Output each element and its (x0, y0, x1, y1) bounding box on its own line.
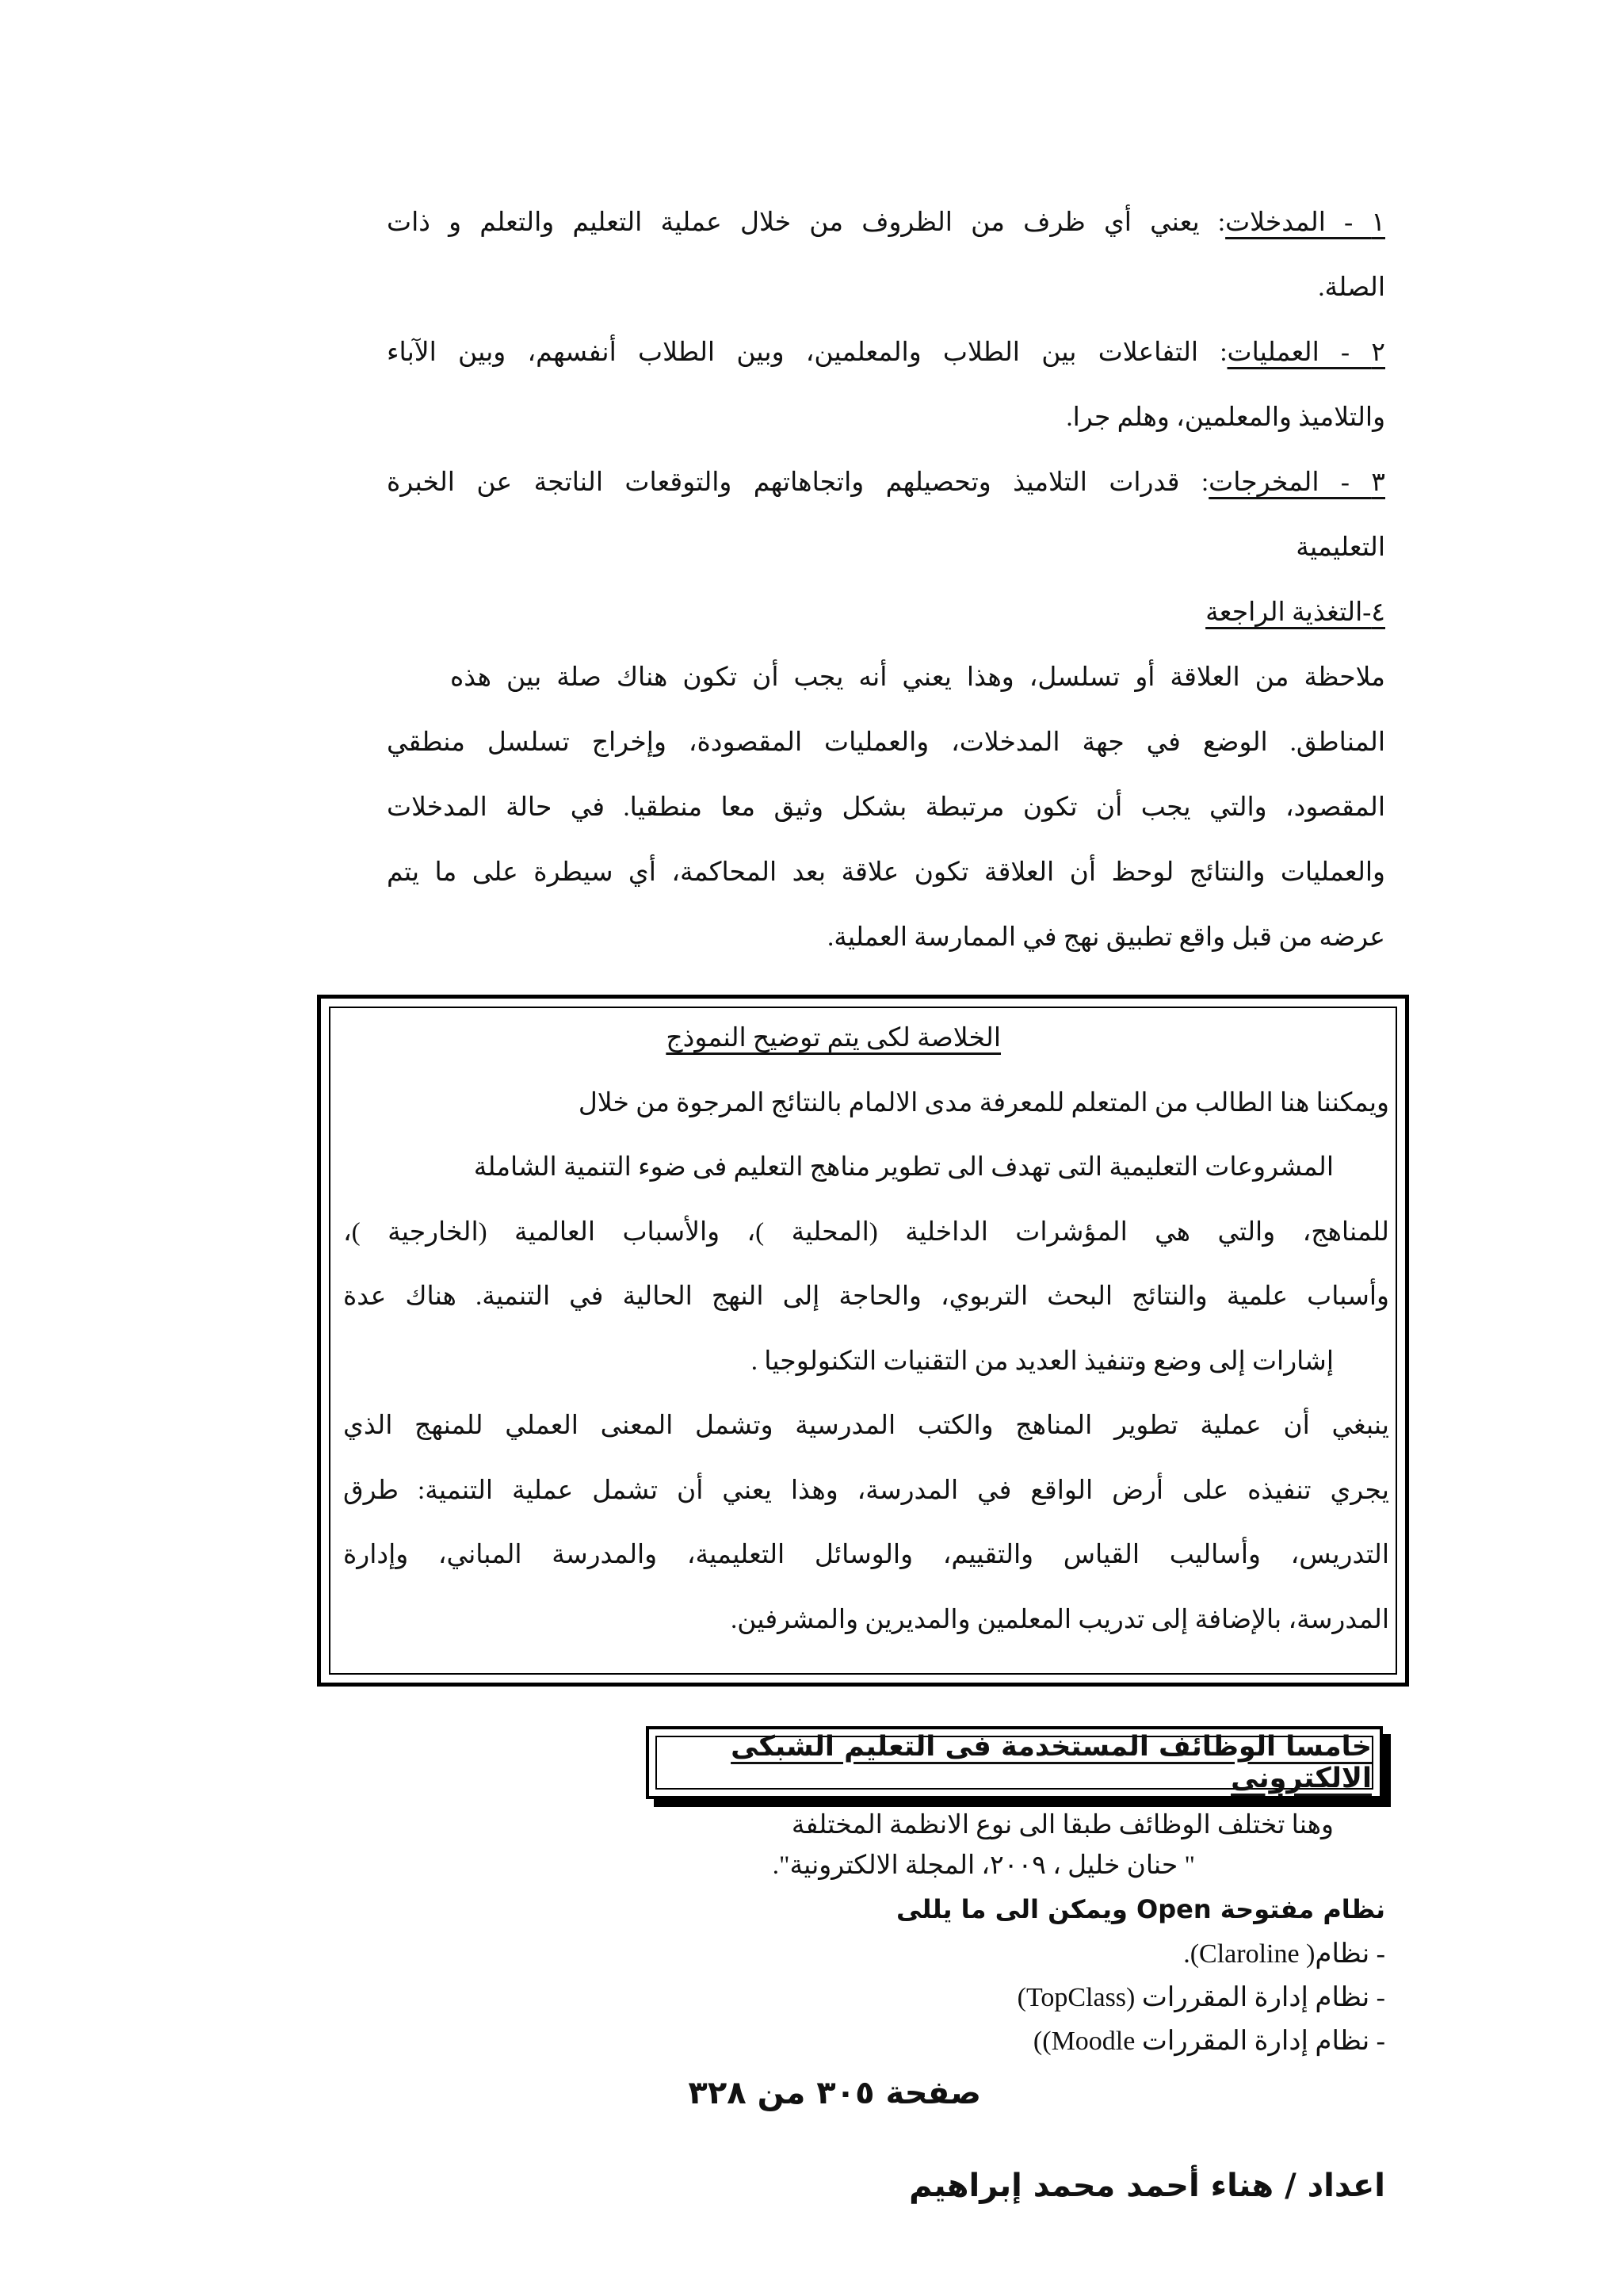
summary-box (317, 995, 1409, 1687)
outputs-line (387, 450, 1385, 515)
processes-text: : التفاعلات بين الطلاب والمعلمين، وبين الطلاب أنفسهم، وبين الآباء (387, 338, 1228, 367)
open-system-title: نظام مفتوحة Open ويمكن الى ما يللى (896, 1894, 1385, 1924)
summary-line-4: وأسباب علمية والنتائج البحث التربوي، والحاجة إلى النهج الحالية في التنمية. هناك عدة (343, 1282, 1389, 1311)
note-line-1: ملاحظة من العلاقة أو تسلسل، وهذا يعني أنه يجب أن تكون هناك صلة بين هذه (450, 663, 1385, 692)
summary-title: الخلاصة لكى يتم توضيح النموذج (666, 1024, 1001, 1052)
system-item-claroline: - نظام( Claroline). (1183, 1939, 1385, 1969)
section-heading-box (646, 1726, 1383, 1799)
system-item-moodle: - نظام إدارة المقررات Moodle)) (1033, 2027, 1385, 2056)
summary-line-3: للمناهج، والتي هي المؤشرات الداخلية (المحلية )، والأسباب العالمية (الخارجية )، (343, 1217, 1389, 1247)
processes-label: ٢ - العمليات (1227, 338, 1385, 367)
model-components-list (387, 190, 1385, 970)
note-line-4: والعمليات والنتائج لوحظ أن العلاقة تكون علاقة بعد المحاكمة، أي سيطرة على ما يتم (387, 858, 1385, 887)
note-line-5: عرضه من قبل واقع تطبيق نهج في الممارسة العملية. (827, 923, 1385, 952)
summary-line-7: يجري تنفيذه على أرض الواقع في المدرسة، وهذا يعني أن تشمل عملية التنمية: طرق (343, 1476, 1389, 1505)
processes-continuation: والتلاميذ والمعلمين، وهلم جرا. (1066, 403, 1385, 432)
note-line-2: المناطق. الوضع في جهة المدخلات، والعمليات المقصودة، وإخراج تسلسل منطقي (387, 728, 1385, 757)
summary-box-text (343, 1007, 1389, 1652)
page-number: صفحة ٣٠٥ من ٣٢٨ (688, 2075, 981, 2111)
citation: " حنان خليل ، ٢٠٠٩، المجلة الالكترونية". (772, 1851, 1195, 1880)
outputs-label: ٣ - المخرجات (1209, 468, 1385, 497)
summary-line-2: المشروعات التعليمية التى تهدف الى تطوير مناهج التعليم فى ضوء التنمية الشاملة (473, 1153, 1334, 1182)
summary-line-9: المدرسة، بالإضافة إلى تدريب المعلمين والمديرين والمشرفين. (731, 1605, 1389, 1634)
feedback-label: ٤-التغذية الراجعة (1205, 598, 1385, 627)
note-line-3: المقصود، والتي يجب أن تكون مرتبطة بشكل وثيق معا منطقيا. في حالة المدخلات (387, 793, 1385, 822)
inputs-continuation: الصلة. (1318, 273, 1385, 302)
processes-line (387, 320, 1385, 385)
inputs-label: ١ - المدخلات (1225, 208, 1385, 237)
author-credit: اعداد / هناء أحمد محمد إبراهيم (909, 2168, 1385, 2204)
section-intro: وهنا تختلف الوظائف طبقا الى نوع الانظمة المختلفة (791, 1811, 1334, 1839)
summary-line-5: إشارات إلى وضع وتنفيذ العديد من التقنيات التكنولوجيا . (750, 1347, 1334, 1376)
outputs-text: : قدرات التلاميذ وتحصيلهم واتجاهاتهم والتوقعات الناتجة عن الخبرة (387, 468, 1209, 497)
summary-line-1: ويمكننا هنا الطالب من المتعلم للمعرفة مدى الالمام بالنتائج المرجوة من خلال (578, 1088, 1389, 1117)
outputs-continuation: التعليمية (1296, 533, 1385, 562)
inputs-text: : يعني أي ظرف من الظروف من خلال عملية التعليم والتعلم و ذات (387, 208, 1226, 237)
summary-title-line (343, 1007, 1389, 1072)
summary-line-6: ينبغي أن عملية تطوير المناهج والكتب المدرسية وتشمل المعنى العملي للمنهج الذي (343, 1412, 1389, 1440)
inputs-line (387, 190, 1385, 255)
system-item-topclass: - نظام إدارة المقررات (TopClass) (1017, 1983, 1385, 2012)
feedback-line (387, 580, 1385, 645)
summary-line-8: التدريس، وأساليب القياس والتقييم، والوسائل التعليمية، والمدرسة المباني، وإدارة (343, 1541, 1389, 1569)
section-heading: خامسا الوظائف المستخدمة فى التعليم الشبكى الالكترونى (655, 1736, 1373, 1790)
